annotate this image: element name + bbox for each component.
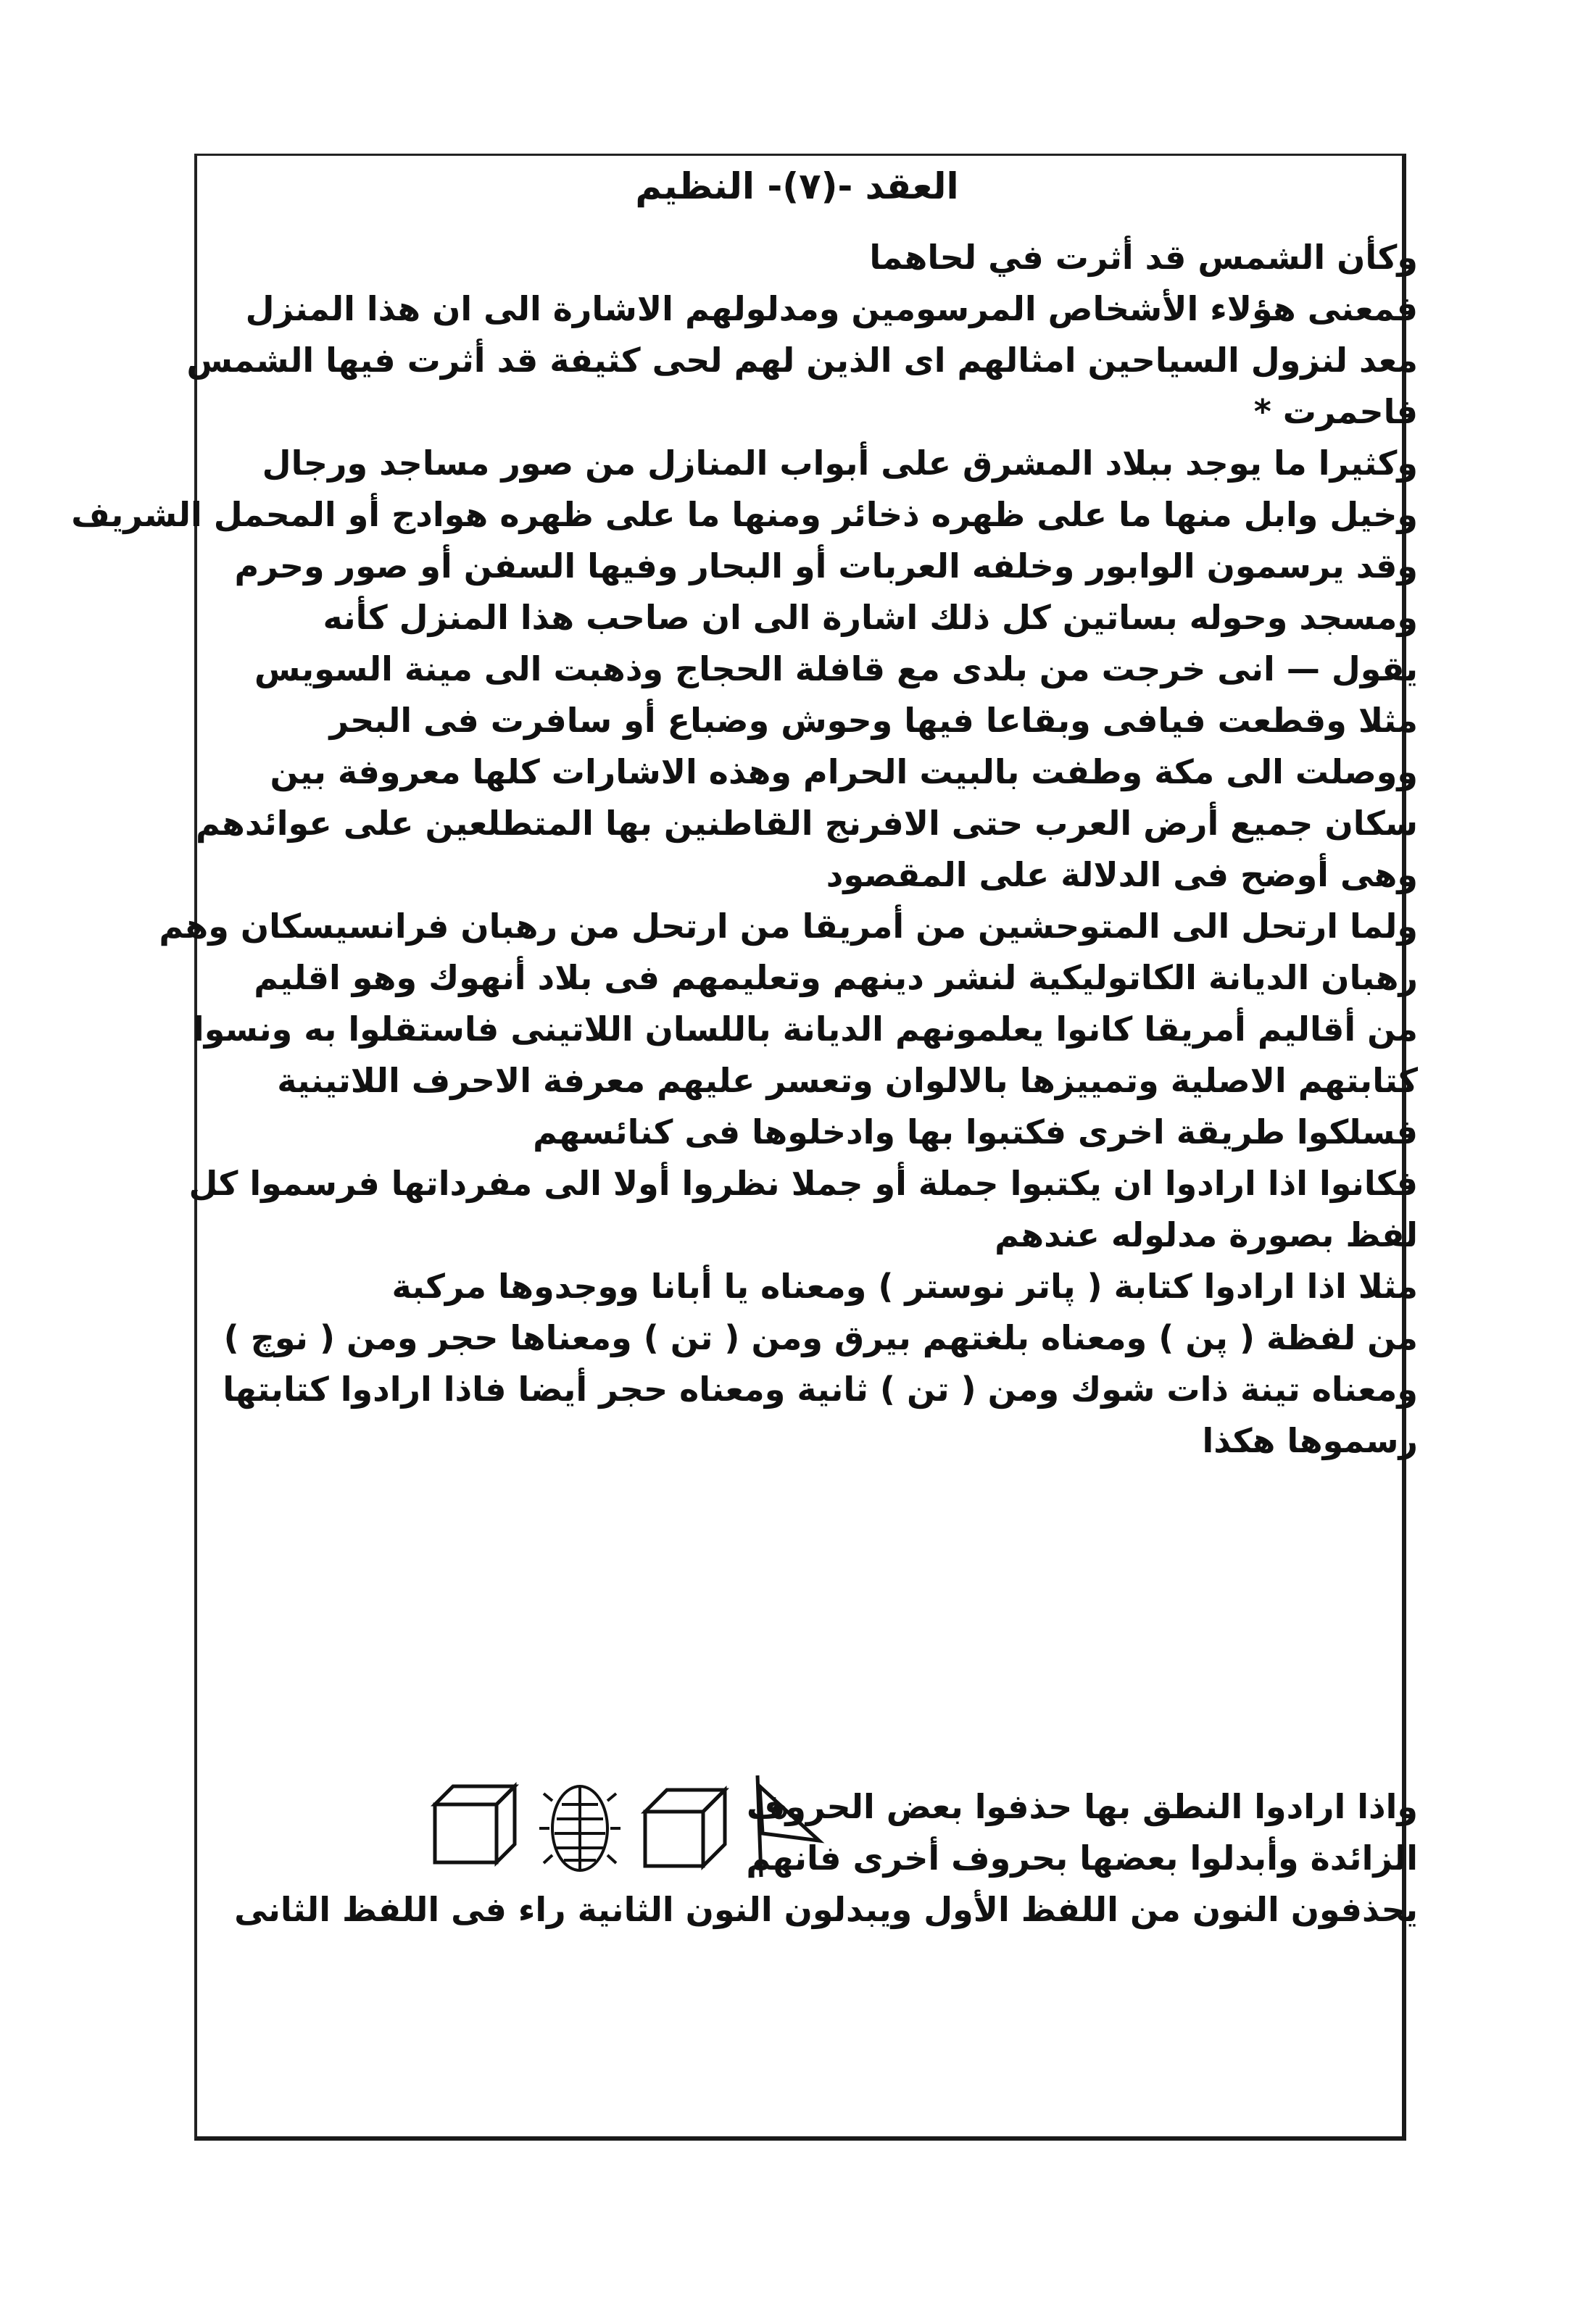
text-line: وقد يرسمون الوابور وخلفه العربات أو البحار وفيها السفن أو صور وحرم (234, 546, 1418, 586)
text-line: فاحمرت * (1253, 392, 1418, 431)
text-line: وكأن الشمس قد أثرت في لحاهما (869, 238, 1418, 277)
text-line: مثلا وقطعت فيافى وبقاعا فيها وحوش وضباع أو سافرت فى البحر (329, 701, 1418, 740)
caption-beside-figures (746, 1781, 1418, 1884)
stone-block-icon (435, 1786, 515, 1862)
text-line: لفظ بصورة مدلوله عندهم (995, 1215, 1418, 1254)
text-line: من لفظة ( پن ) ومعناه بلغتهم بيرق ومن ( تن ) ومعناها حجر ومن ( نوچ ) (223, 1318, 1418, 1357)
text-line: ووصلت الى مكة وطفت بالبيت الحرام وهذه الاشارات كلها معروفة بين (270, 752, 1418, 791)
stone-block-icon-2 (645, 1790, 725, 1866)
text-line: فكانوا اذا ارادوا ان يكتبوا جملة أو جملا نظروا أولا الى مفرداتها فرسموا كل (188, 1164, 1418, 1203)
text-line: وكثيرا ما يوجد ببلاد المشرق على أبواب المنازل من صور مساجد ورجال (262, 443, 1418, 483)
text-line: يحذفون النون من اللفظ الأول ويبدلون النون الثانية راء فى اللفظ الثانى (234, 1890, 1418, 1929)
text-line: ومسجد وحوله بساتين كل ذلك اشارة الى ان صاحب هذا المنزل كأنه (323, 598, 1418, 637)
text-line: الزائدة وأبدلوا بعضها بحروف أخرى فانهم (746, 1838, 1418, 1878)
text-line: كتابتهم الاصلية وتمييزها بالالوان وتعسر عليهم معرفة الاحرف اللاتينية (277, 1061, 1418, 1100)
text-line: معد لنزول السياحين امثالهم اى الذين لهم لحى كثيفة قد أثرت فيها الشمس (186, 341, 1418, 380)
text-line: سكان جميع أرض العرب حتى الافرنج القاطنين بها المتطلعين على عوائدهم (195, 804, 1418, 843)
text-line: رهبان الديانة الكاتوليكية لنشر دينهم وتعليمهم فى بلاد أنهوك وهو اقليم (254, 958, 1418, 997)
page-heading: العقد -(٧)- النظيم (635, 165, 959, 207)
thorny-fig-icon (539, 1786, 620, 1870)
text-line: وخيل وابل منها ما على ظهره ذخائر ومنها ما على ظهره هوادج أو المحمل الشريف (71, 495, 1418, 534)
text-line: فسلكوا طريقة اخرى فكتبوا بها وادخلوها فى كنائسهم (533, 1112, 1418, 1151)
text-line: واذا ارادوا النطق بها حذفوا بعض الحروف (746, 1787, 1418, 1826)
text-line: من أقاليم أمريقا كانوا يعلمونهم الديانة باللسان اللاتينى فاستقلوا به ونسوا (192, 1009, 1418, 1049)
text-line: وهى أوضح فى الدلالة على المقصود (826, 855, 1418, 894)
text-line: يقول — انى خرجت من بلدى مع قافلة الحجاج وذهبت الى مينة السويس (254, 649, 1418, 688)
text-line: ولما ارتحل الى المتوحشين من أمريقا من ارتحل من رهبان فرانسيسكان وهم (159, 907, 1418, 946)
text-line: مثلا اذا ارادوا كتابة ( پاتر نوستر ) ومعناه يا أبانا ووجدوها مركبة (391, 1267, 1418, 1306)
closing-line-block (231, 1884, 1418, 1936)
main-text-block (71, 232, 1418, 1467)
text-line: رسموها هكذا (1202, 1421, 1418, 1460)
text-line: ومعناه تينة ذات شوك ومن ( تن ) ثانية ومعناه حجر أيضا فاذا ارادوا كتابتها (223, 1370, 1418, 1409)
text-line: فمعنى هؤلاء الأشخاص المرسومين ومدلولهم الاشارة الى ان هذا المنزل (245, 289, 1418, 328)
